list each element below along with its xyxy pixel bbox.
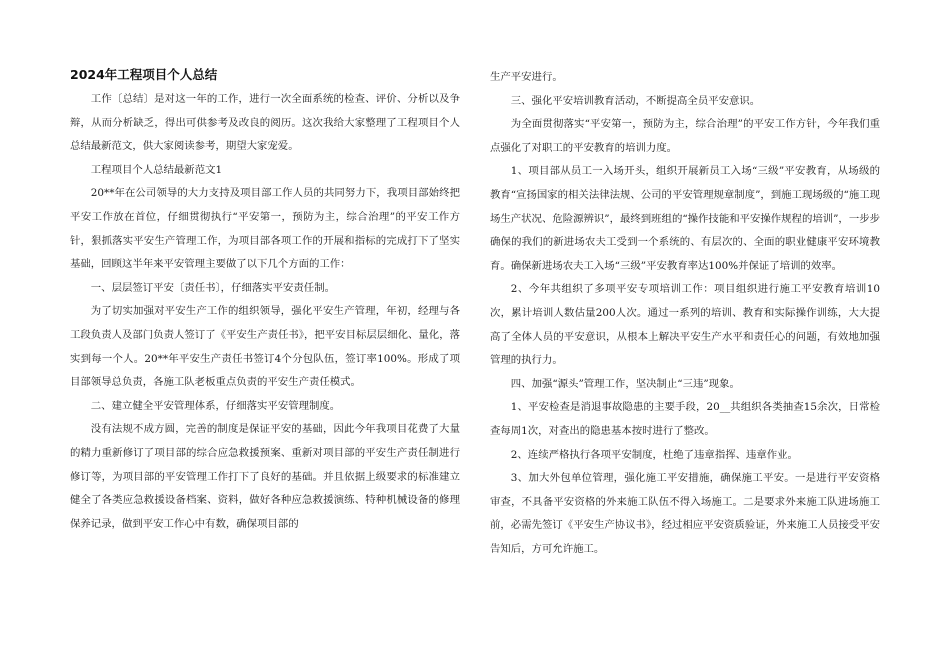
section-heading: 三、强化平安培训教育活动，不断提高全员平安意识。 [510, 94, 761, 107]
right-column [490, 66, 880, 561]
section-heading: 二、建立健全平安管理体系，仔细落实平安管理制度。 [90, 399, 341, 412]
paragraph: 工作〔总结〕是对这一年的工作，进行一次全面系统的检查、评价、分析以及争辩，从而分析缺乏，得出可供参考及改良的阅历。这次我给大家整理了工程项目个人总结最新范文，供大家阅读参考，期望大家宠爱。 [70, 93, 460, 153]
paragraph: 工程项目个人总结最新范文1 [90, 163, 223, 176]
section-heading: 四、加强“源头”管理工作，坚决制止“三违”现象。 [510, 377, 740, 390]
paragraph: 没有法规不成方圆，完善的制度是保证平安的基础，因此今年我项目花费了大量的精力重新修订了项目部的综合应急救援预案、重新对项目部的平安生产责任制进行修订等，为项目部的平安管理工作打下了良好的基础。并且依据上级要求的标准建立健全了各类应急救援设备档案、资料，做好各种应急救援演练、特种机械设备的修理保养记录，做到平安工作心中有数，确保项目部的 [70, 423, 460, 530]
paragraph: 1、项目部从员工一入场开头，组织开展新员工入场“三级”平安教育，从场级的教育“宣扬国家的相关法律法规、公司的平安管理规章制度”，到施工现场级的“施工现场生产状况、危险源辨识”，最终到班组的“操作技能和平安操作规程的培训”，一步步确保的我们的新进场农夫工受到一个系统的、有层次的、全面的职业健康平安环境教育。确保新进场农夫工入场“三级”平安教育率达100%并保证了培训的效率。 [490, 165, 880, 272]
paragraph: 20**年在公司领导的大力支持及项目部工作人员的共同努力下，我项目部始终把平安工作放在首位，仔细贯彻执行“平安第一，预防为主，综合治理”的平安工作方针，狠抓落实平安生产管理工作，为项目部各项工作的开展和指标的完成打下了坚实基础，回顾这半年来平安管理主要做了以下几个方面的工作： [70, 187, 460, 271]
section-heading: 一、层层签订平安〔责任书〕，仔细落实平安责任制。 [90, 281, 335, 294]
paragraph-continuation: 生产平安进行。 [490, 71, 563, 83]
paragraph: 为了切实加强对平安生产工作的组织领导，强化平安生产管理，年初，经理与各工段负责人及部门负责人签订了《平安生产责任书》，把平安目标层层细化、量化，落实到每一个人。20**年平安生产责任书签订4个分包队伍，签订率100%。形成了项目部领导总负责，各施工队老板重点负责的平安生产责任模式。 [70, 305, 460, 389]
paragraph: 1、平安检查是消退事故隐患的主要手段，20__共组织各类抽查15余次，日常检查每周1次，对查出的隐患基本按时进行了整改。 [490, 401, 880, 437]
paragraph: 2、连续严格执行各项平安制度，杜绝了违章指挥、违章作业。 [510, 448, 798, 461]
paragraph: 2、今年共组织了多项平安专项培训工作：项目组织进行施工平安教育培训10次，累计培训人数估量200人次。通过一系列的培训、教育和实际操作训练，大大提高了全体人员的平安意识，从根本上解决平安生产水平和责任心的问题，有效地加强管理的执行力。 [490, 283, 880, 367]
paragraph: 3、加大外包单位管理，强化施工平安措施，确保施工平安。一是进行平安资格审查，不具备平安资格的外来施工队伍不得入场施工。二是要求外来施工队进场施工前，必需先签订《平安生产协议书》，经过相应平安资质验证，外来施工人员接受平安告知后，方可允许施工。 [490, 472, 880, 555]
paragraph: 为全面贯彻落实“平安第一，预防为主，综合治理”的平安工作方针，今年我们重点强化了对职工的平安教育的培训力度。 [490, 118, 880, 154]
document-title: 2024年工程项目个人总结 [70, 67, 218, 82]
left-column [70, 66, 460, 536]
